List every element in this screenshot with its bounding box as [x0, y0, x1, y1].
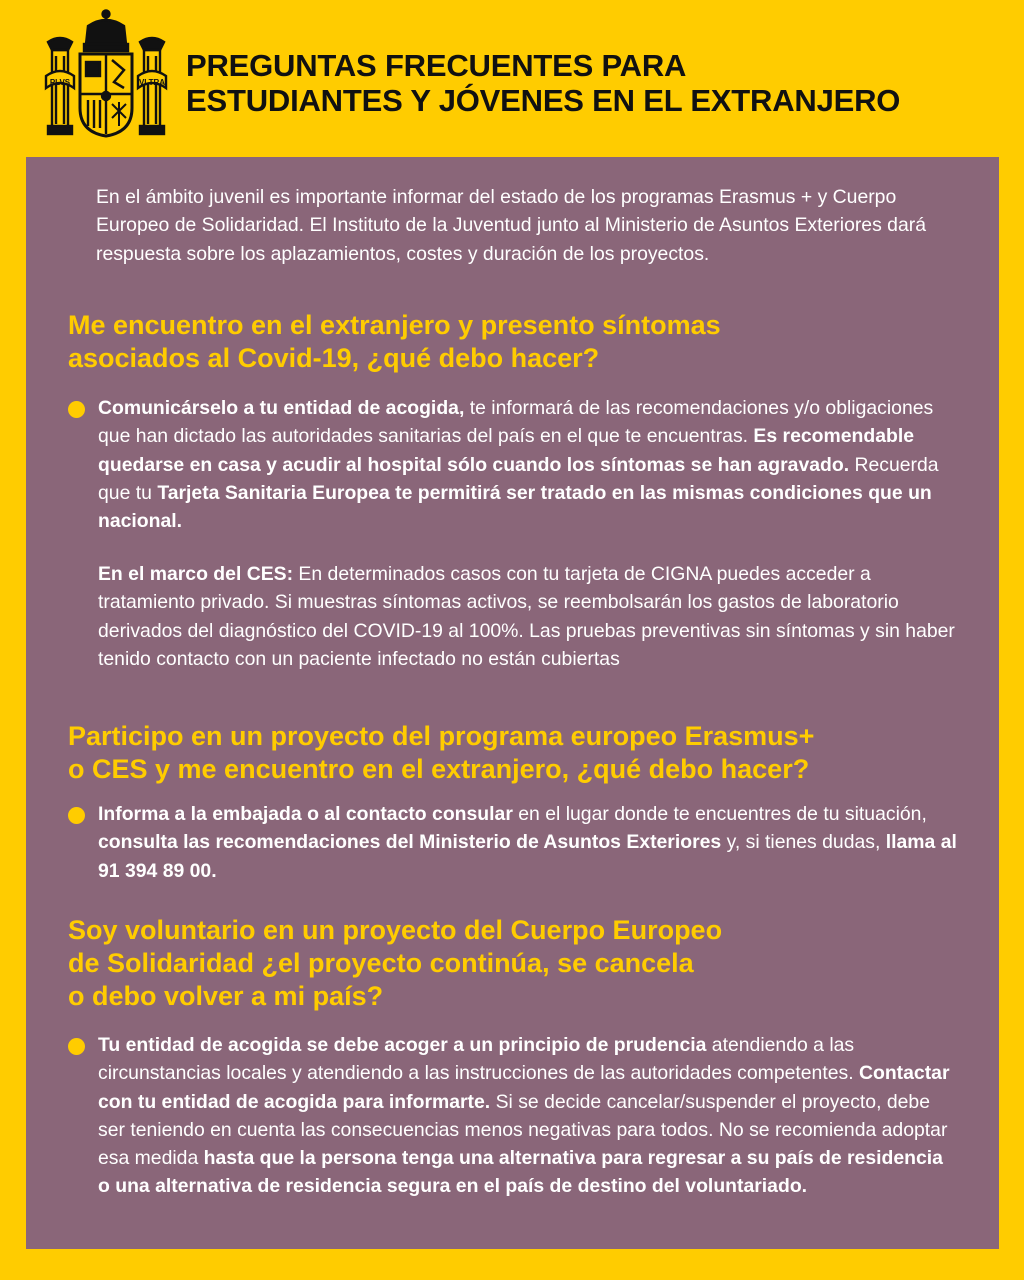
question-3-line-2: de Solidaridad ¿el proyecto continúa, se cancela	[68, 948, 694, 978]
title-line-2: ESTUDIANTES Y JÓVENES EN EL EXTRANJERO	[186, 83, 901, 118]
question-2-line-2: o CES y me encuentro en el extranjero, ¿qué debo hacer?	[68, 754, 810, 784]
content-panel	[26, 157, 999, 1249]
motto-left: PLVS	[49, 78, 71, 87]
question-3-line-3: o debo volver a mi país?	[68, 981, 384, 1011]
question-2-heading	[68, 720, 814, 786]
title-line-1: PREGUNTAS FRECUENTES PARA	[186, 48, 687, 83]
question-1-heading	[68, 309, 721, 375]
header	[0, 0, 1024, 156]
bullet-icon	[68, 807, 85, 824]
answer-3-paragraph-1: Tu entidad de acogida se debe acoger a un principio de prudencia atendiendo a las circunstancias locales y atendiendo a las instrucciones de las autoridades competentes. Contactar con tu entidad de acogida para informarte. Si se decide cancelar/suspender el proyecto, debe ser teniendo en cuenta las consecuencias menos negativas para todos. No se recomienda adoptar esa medida hasta que la persona tenga una alternativa para regresar a su país de residencia o una alternativa de residencia segura en el país de destino del voluntariado.	[98, 1034, 950, 1198]
bullet-icon	[68, 1038, 85, 1055]
question-3-heading	[68, 914, 722, 1013]
question-1-line-1: Me encuentro en el extranjero y presento síntomas	[68, 310, 721, 340]
question-1-line-2: asociados al Covid-19, ¿qué debo hacer?	[68, 343, 600, 373]
answer-1-paragraph-2: En el marco del CES: En determinados casos con tu tarjeta de CIGNA puedes acceder a tratamiento privado. Si muestras síntomas activos, se reembolsarán los gastos de laboratorio derivados del diagnóstico del COVID-19 al 100%. Las pruebas preventivas sin síntomas y sin haber tenido contacto con un paciente infectado no están cubiertas	[98, 563, 955, 670]
page-title	[186, 48, 900, 118]
motto-right: VLTRA	[138, 78, 166, 87]
intro-paragraph: En el ámbito juvenil es importante informar del estado de los programas Erasmus + y Cuerpo Europeo de Solidaridad. El Instituto de la Juventud junto al Ministerio de Asuntos Exteriores dará respuesta sobre los aplazamientos, costes y duración de los proyectos.	[96, 186, 926, 265]
coat-of-arms-icon	[44, 8, 168, 140]
question-2-line-1: Participo en un proyecto del programa europeo Erasmus+	[68, 721, 815, 751]
question-3-line-1: Soy voluntario en un proyecto del Cuerpo Europeo	[68, 915, 723, 945]
answer-2-paragraph-1: Informa a la embajada o al contacto consular en el lugar donde te encuentres de tu situación, consulta las recomendaciones del Ministerio de Asuntos Exteriores y, si tienes dudas, llama al 91 394 89 00.	[98, 803, 957, 882]
bullet-icon	[68, 401, 85, 418]
answer-1-paragraph-1: Comunicárselo a tu entidad de acogida, te informará de las recomendaciones y/o obligaciones que han dictado las autoridades sanitarias del país en el que te encuentras. Es recomendable quedarse en casa y acudir al hospital sólo cuando los síntomas se han agravado. Recuerda que tu Tarjeta Sanitaria Europea te permitirá ser tratado en las mismas condiciones que un nacional.	[98, 397, 939, 533]
